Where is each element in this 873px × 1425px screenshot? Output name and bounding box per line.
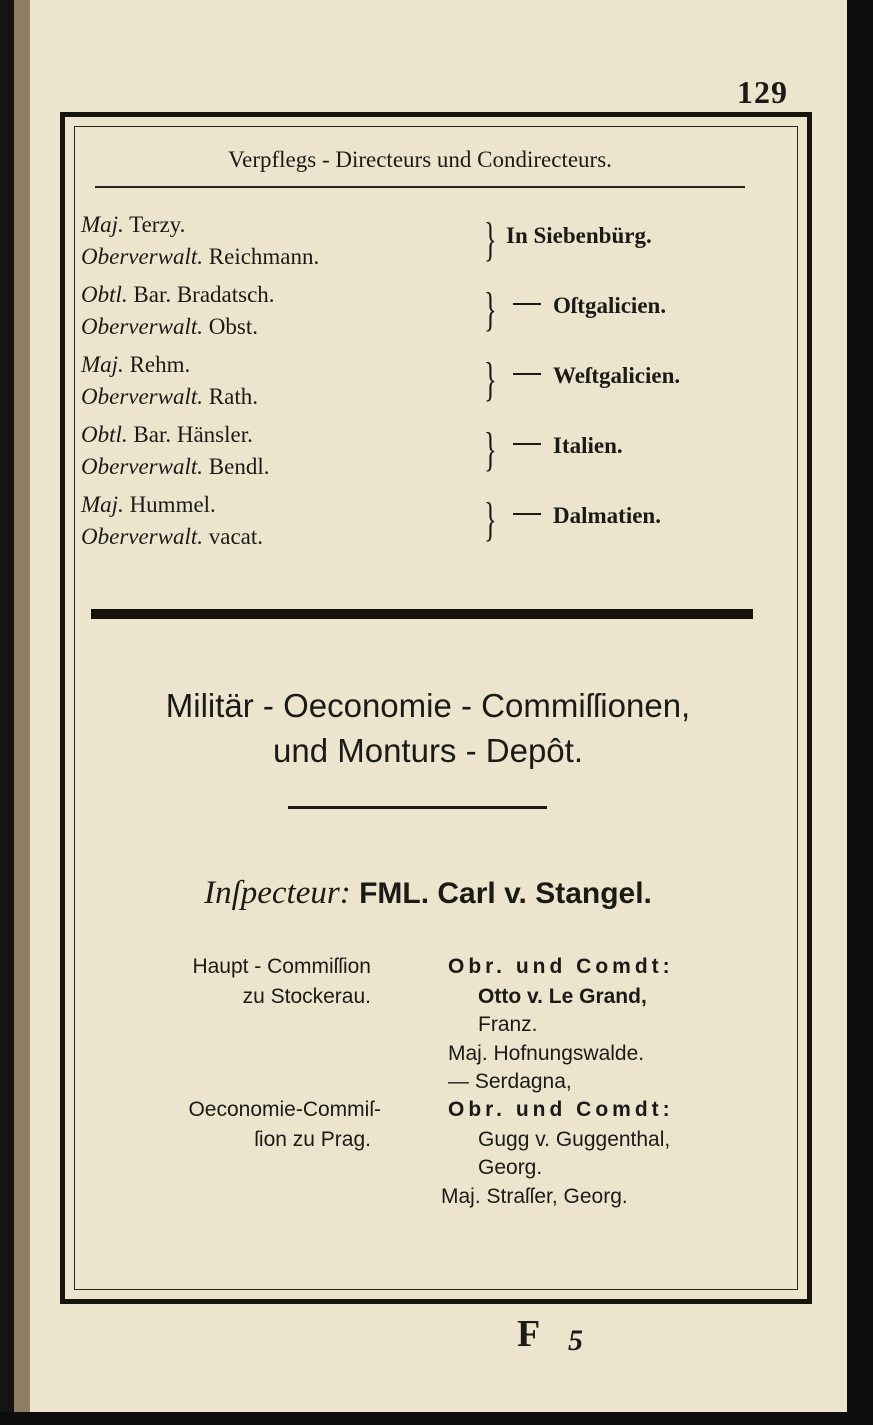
rank: Oberverwalt. (81, 524, 204, 549)
brace-mark: } (484, 493, 497, 546)
title-underline (95, 186, 745, 188)
person-name: Rehm. (129, 352, 191, 377)
rank: Oberverwalt. (81, 384, 204, 409)
major-entry: — Serdagna, (448, 1070, 572, 1093)
section-heading-line-1: Militär - Oeconomie - Commiſſionen, (165, 687, 691, 724)
person-name: Bar. Hänsler. (133, 422, 253, 447)
heading-rule (288, 806, 547, 809)
rank: Oberverwalt. (81, 454, 204, 479)
rank: Obtl. (81, 282, 128, 307)
inspector-name: FML. Carl v. Stangel. (359, 877, 652, 910)
major-entry: Maj. Hofnungswalde. (448, 1042, 645, 1065)
person-name: Hummel. (129, 492, 216, 517)
directeur-entry (81, 209, 781, 279)
section-title-verpflegs: Verpflegs - Directeurs und Condirecteurs. (228, 147, 612, 172)
ditto-dash (513, 303, 541, 305)
entry-line-2 (81, 311, 258, 343)
person-name: Reichmann. (208, 244, 320, 269)
scan-edge-left (0, 0, 14, 1425)
rank: Maj. (81, 352, 124, 377)
directeur-entry (81, 489, 781, 559)
page (30, 0, 847, 1412)
person-name: Bar. Bradatsch. (133, 282, 275, 307)
page-frame (60, 112, 812, 1304)
scan-edge-right (847, 0, 873, 1425)
brace-mark: } (484, 213, 497, 266)
person-name: vacat. (208, 524, 264, 549)
region-label: Oſtgalicien. (553, 293, 667, 318)
commission-name: Oeconomie-Commiſ- (188, 1098, 381, 1121)
region-label: Dalmatien. (553, 503, 661, 528)
commission-name: Haupt - Commiſſion (192, 955, 371, 978)
entry-line-2 (81, 241, 319, 273)
commander-rank: Obr. und Comdt: (448, 955, 674, 978)
rank: Maj. (81, 492, 124, 517)
ditto-dash (513, 513, 541, 515)
directeur-entry (81, 279, 781, 349)
rank: Obtl. (81, 422, 128, 447)
entry-line-2 (81, 381, 258, 413)
rank: Oberverwalt. (81, 314, 204, 339)
person-name: Bendl. (208, 454, 270, 479)
entry-line-2 (81, 451, 269, 483)
page-number: 129 (737, 74, 788, 110)
entry-line-1 (81, 419, 253, 451)
entry-line-1 (81, 489, 216, 521)
major-entry: Maj. Straſſer, Georg. (441, 1185, 628, 1208)
commission-location: ſion zu Prag. (254, 1128, 371, 1151)
brace-mark: } (484, 353, 497, 406)
inspector-label: Inſpecteur: (204, 875, 351, 911)
ditto-dash (513, 373, 541, 375)
directeur-entry (81, 349, 781, 419)
commission-location: zu Stockerau. (242, 985, 371, 1008)
section-divider (91, 609, 753, 619)
signature-number: 5 (568, 1324, 583, 1357)
entry-line-1 (81, 349, 190, 381)
rank: Oberverwalt. (81, 244, 204, 269)
section-heading-line-2: und Monturs - Depôt. (273, 732, 583, 769)
brace-mark: } (484, 423, 497, 476)
entry-line-1 (81, 209, 185, 241)
commander-name: Otto v. Le Grand, (478, 985, 647, 1008)
person-name: Obst. (208, 314, 258, 339)
rank: Maj. (81, 212, 124, 237)
signature-mark: F (517, 1313, 541, 1355)
inspector-line (75, 875, 781, 912)
ditto-dash (513, 443, 541, 445)
entry-line-2 (81, 521, 263, 553)
person-name: Rath. (208, 384, 258, 409)
brace-mark: } (484, 283, 497, 336)
commander-given-name: Franz. (478, 1013, 538, 1036)
frame-inner-border (74, 126, 798, 1290)
scan-edge-bottom (0, 1412, 873, 1425)
region-label: In Siebenbürg. (506, 223, 652, 248)
commander-name: Gugg v. Guggenthal, (478, 1128, 671, 1151)
commander-rank: Obr. und Comdt: (448, 1098, 674, 1121)
commander-given-name: Georg. (478, 1156, 543, 1179)
region-label: Weſtgalicien. (553, 363, 681, 388)
directeur-entry (81, 419, 781, 489)
region-label: Italien. (553, 433, 623, 458)
entry-line-1 (81, 279, 275, 311)
book-spine (14, 0, 30, 1425)
person-name: Terzy. (129, 212, 186, 237)
